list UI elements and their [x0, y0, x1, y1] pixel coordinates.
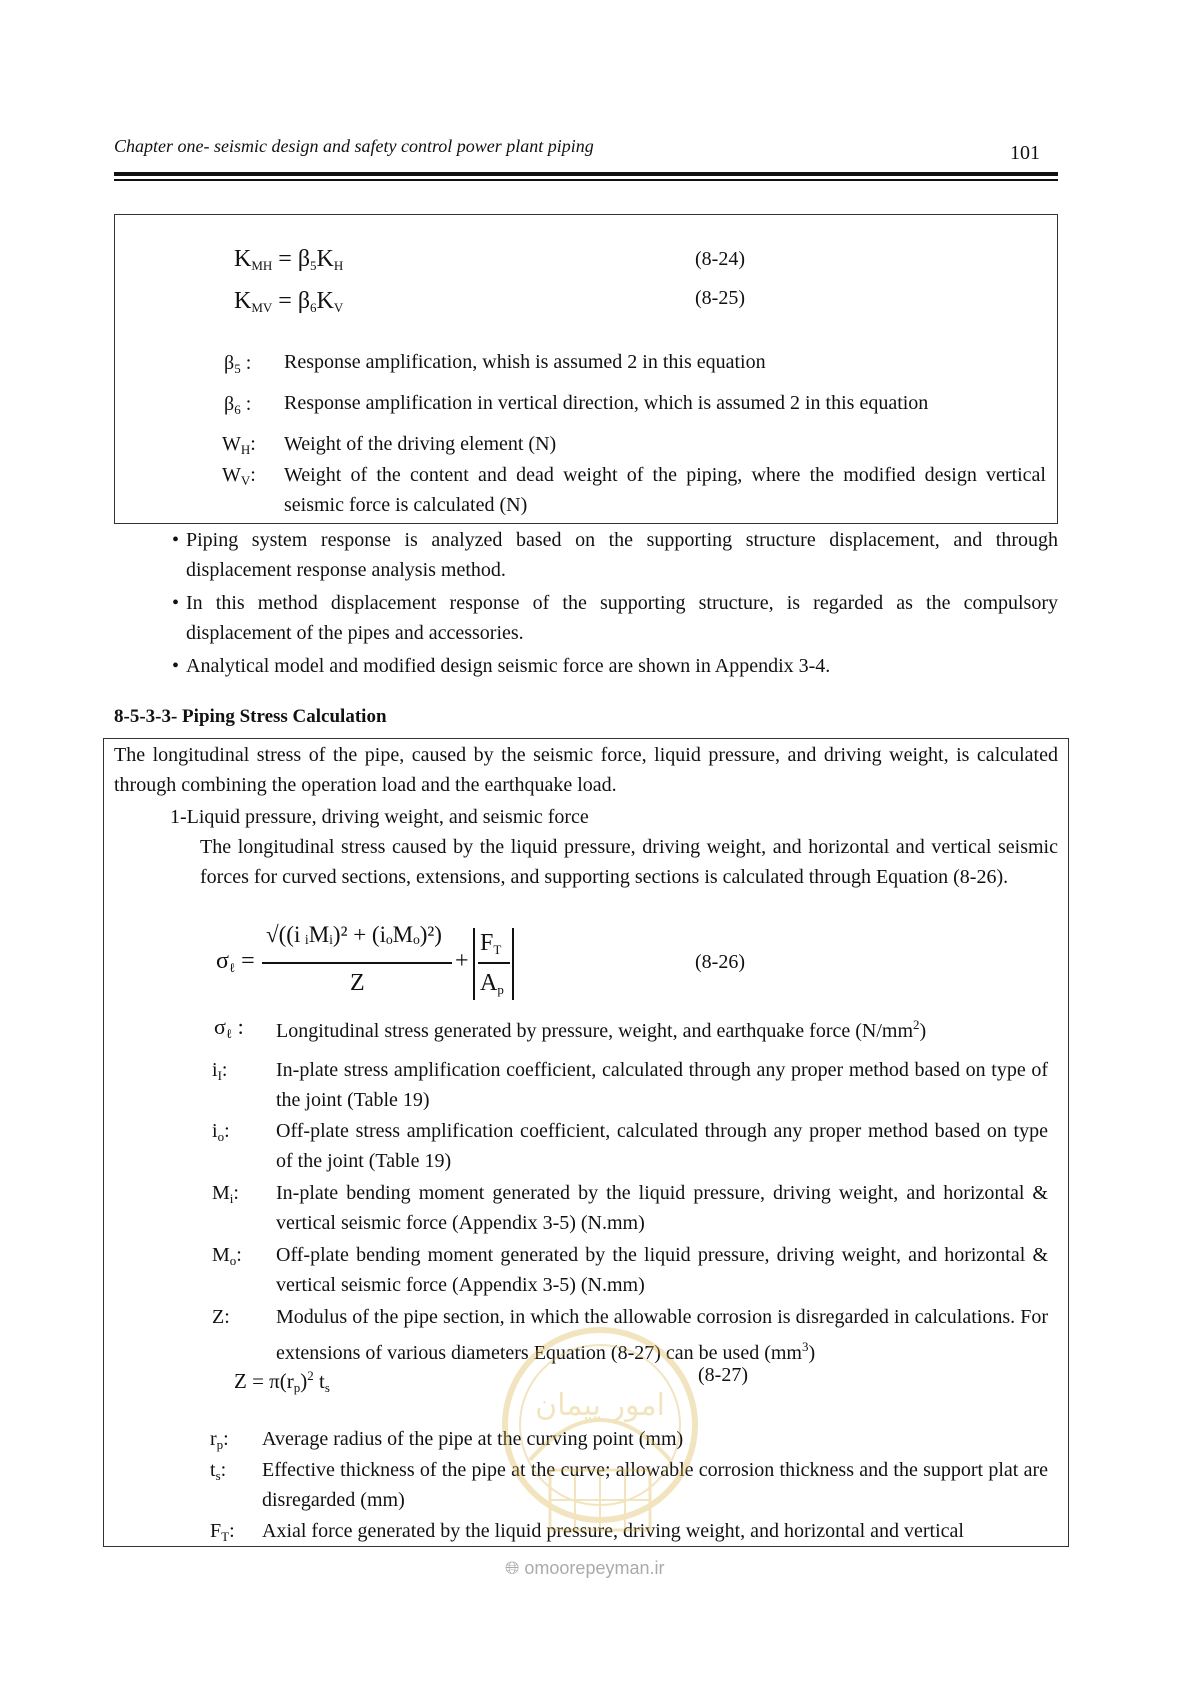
equation-8-24	[234, 246, 343, 274]
def-text: In-plate bending moment generated by the liquid pressure, driving weight, and horizontal & vertical seismic force (Appendix 3-5) (N.mm)	[276, 1182, 1048, 1234]
def-symbol: $t_s$:	[210, 1459, 227, 1483]
def-text: Weight of the content and dead weight of the piping, where the modified design vertical seismic force is calculated (N)	[284, 464, 1046, 516]
equation-8-25	[234, 288, 343, 316]
eq26-ap: $A_p$	[480, 970, 504, 997]
eq26-numerator: √((i ᵢMᵢ)² + (iₒMₒ)²)	[266, 922, 442, 947]
watermark-logo-text: امور پیمان	[535, 1388, 665, 1423]
item-heading: 1-Liquid pressure, driving weight, and seismic force	[170, 806, 589, 828]
eq26-ft: $F_T$	[480, 930, 502, 957]
equation-number: (8-25)	[695, 287, 745, 309]
section-heading: 8-5-3-3- Piping Stress Calculation	[114, 706, 387, 727]
eq-subscript: MV	[251, 300, 273, 315]
running-header: Chapter one- seismic design and safety control power plant piping	[114, 136, 594, 156]
abs-bar-right	[512, 928, 514, 1000]
equation-number: (8-24)	[695, 248, 745, 270]
eq26-lhs: $\sigma_\ell$ =	[216, 948, 255, 975]
def-text: Longitudinal stress generated by pressure, weight, and earthquake force $(N/mm^2)$	[276, 1017, 927, 1042]
fraction-bar	[478, 962, 510, 964]
intro-paragraph: The longitudinal stress of the pipe, caused by the seismic force, liquid pressure, and driving weight, is calculated through combining the operation load and the earthquake load.	[114, 744, 1058, 796]
def-symbol: $\beta_6$ :	[224, 393, 252, 417]
eq-subscript: 6	[310, 300, 317, 315]
eq-symbol: = β	[278, 246, 311, 272]
def-symbol: $W_H$:	[222, 433, 256, 457]
def-text: Average radius of the pipe at the curving point (mm)	[262, 1428, 684, 1450]
def-symbol: Z:	[212, 1306, 230, 1328]
eq26-plus: +	[455, 948, 469, 974]
eq-symbol: K	[316, 288, 334, 314]
eq-symbol: = β	[278, 288, 311, 314]
def-symbol: $W_V$:	[222, 464, 256, 488]
bullet-icon: •	[172, 529, 180, 551]
def-symbol: $F_T$:	[210, 1520, 235, 1544]
bullet-item: Analytical model and modified design seismic force are shown in Appendix 3-4.	[186, 655, 831, 677]
def-text: In-plate stress amplification coefficient, calculated through any proper method based on type of the joint (Table 19)	[276, 1059, 1048, 1111]
bullet-icon: •	[172, 592, 180, 614]
bullet-icon: •	[172, 655, 180, 677]
watermark-url: 🌐︎ omoorepeyman.ir	[505, 1558, 665, 1578]
def-text: Off-plate stress amplification coefficient, calculated through any proper method based on type of the joint (Table 19)	[276, 1120, 1048, 1172]
abs-bar-left	[473, 928, 475, 1000]
header-rule-thick	[114, 172, 1058, 176]
def-symbol: $M_i$:	[212, 1182, 239, 1206]
watermark-logo-icon	[490, 1320, 710, 1550]
equation-number: (8-26)	[695, 951, 745, 973]
eq26-denominator: Z	[350, 970, 365, 996]
header-rule-thin	[114, 179, 1058, 181]
bullet-item: Piping system response is analyzed based on the supporting structure displacement, and through displacement response analysis method.	[186, 529, 1058, 581]
eq-subscript: H	[333, 258, 344, 273]
bullet-item: In this method displacement response of the supporting structure, is regarded as the compulsory displacement of the pipes and accessories.	[186, 592, 1058, 644]
fraction-bar	[262, 962, 452, 964]
def-symbol: $i_I$:	[212, 1059, 228, 1083]
def-text: Response amplification, whish is assumed 2 in this equation	[284, 351, 766, 373]
def-symbol: $i_o$:	[212, 1120, 230, 1144]
def-text: Response amplification in vertical direction, which is assumed 2 in this equation	[284, 392, 929, 414]
def-symbol: $\sigma_\ell$ :	[214, 1014, 244, 1041]
def-symbol: $M_o$:	[212, 1244, 242, 1268]
def-text: Axial force generated by the liquid pressure, driving weight, and horizontal and vertical	[262, 1520, 964, 1542]
equation-8-27: $Z = \pi(r_p)^2$ $t_s$	[234, 1368, 330, 1395]
def-text: Off-plate bending moment generated by the liquid pressure, driving weight, and horizontal & vertical seismic force (Appendix 3-5) (N.mm)	[276, 1244, 1048, 1296]
def-text: Effective thickness of the pipe at the curve; allowable corrosion thickness and the support plat are disregarded (mm)	[262, 1459, 1048, 1511]
def-text: Modulus of the pipe section, in which the allowable corrosion is disregarded in calculations. For extensions of various diameters Equation (8-27) can be used $(mm^3)$	[276, 1306, 1048, 1364]
eq-symbol: K	[316, 246, 334, 272]
def-text: Weight of the driving element (N)	[284, 433, 557, 455]
eq-symbol: K	[234, 246, 252, 272]
page-number: 101	[1010, 142, 1040, 164]
def-symbol: $\beta_5$ :	[224, 352, 252, 376]
eq-subscript: MH	[251, 258, 273, 273]
eq-subscript: V	[333, 300, 344, 315]
equation-number: (8-27)	[698, 1364, 748, 1386]
eq-subscript: 5	[310, 258, 317, 273]
eq-symbol: K	[234, 288, 252, 314]
item-paragraph: The longitudinal stress caused by the liquid pressure, driving weight, and horizontal and vertical seismic forces for curved sections, extensions, and supporting sections is calculated through Equation (8-26).	[200, 836, 1058, 888]
def-symbol: $r_p$:	[210, 1428, 229, 1452]
